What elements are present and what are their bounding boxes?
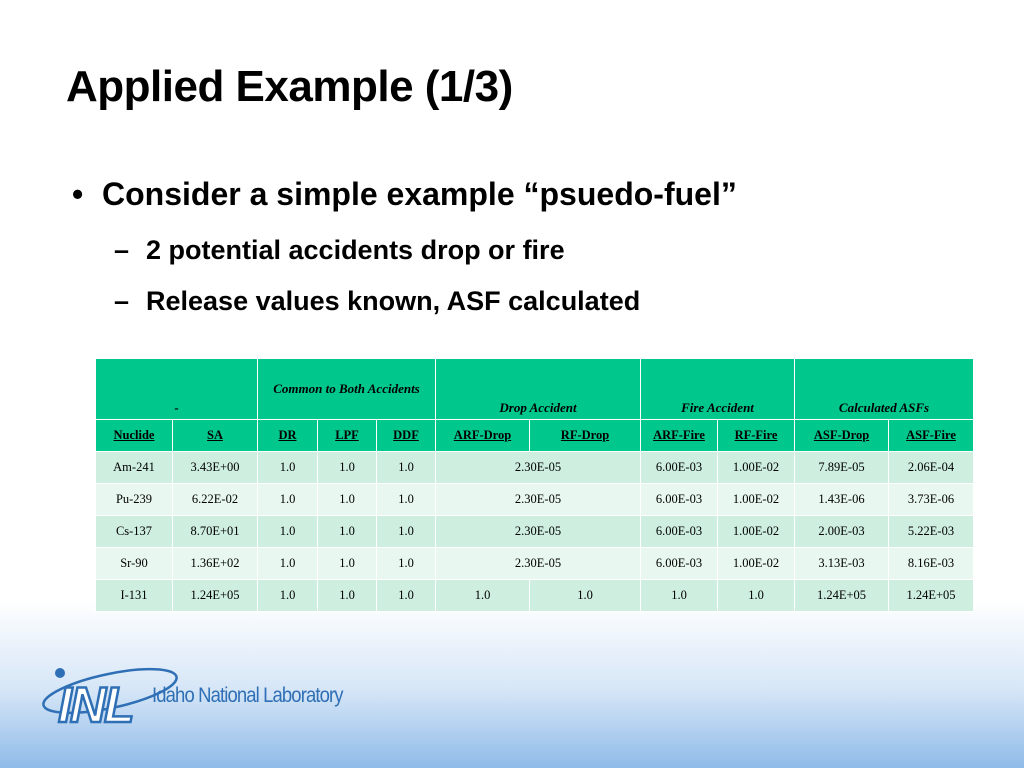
cell-drop-combined: 2.30E-05 [436, 484, 641, 516]
cell-sa: 1.24E+05 [173, 580, 258, 612]
col-header-lpf: LPF [318, 420, 377, 452]
cell-rf-fire: 1.00E-02 [718, 548, 795, 580]
cell-nuclide: Cs-137 [96, 516, 173, 548]
sub-bullet-text: 2 potential accidents drop or fire [146, 235, 565, 265]
cell-nuclide: Pu-239 [96, 484, 173, 516]
col-header-asf-drop: ASF-Drop [795, 420, 889, 452]
table-row [96, 516, 974, 548]
cell-sa: 6.22E-02 [173, 484, 258, 516]
cell-ddf: 1.0 [377, 452, 436, 484]
cell-asf-drop: 2.00E-03 [795, 516, 889, 548]
cell-drop-combined: 2.30E-05 [436, 452, 641, 484]
cell-nuclide: Sr-90 [96, 548, 173, 580]
cell-sa: 8.70E+01 [173, 516, 258, 548]
logo-text: Idaho National Laboratory [152, 684, 343, 707]
col-header-arf-fire: ARF-Fire [641, 420, 718, 452]
col-header-asf-fire: ASF-Fire [889, 420, 974, 452]
main-bullet [72, 176, 737, 213]
group-header-calc: Calculated ASFs [795, 359, 974, 420]
cell-lpf: 1.0 [318, 484, 377, 516]
cell-rf-fire: 1.0 [718, 580, 795, 612]
table-row [96, 548, 974, 580]
table-row [96, 484, 974, 516]
sub-bullet-text: Release values known, ASF calculated [146, 286, 641, 316]
cell-asf-drop: 7.89E-05 [795, 452, 889, 484]
group-header-fire: Fire Accident [641, 359, 795, 420]
sub-bullet-2 [114, 286, 640, 317]
cell-asf-fire: 1.24E+05 [889, 580, 974, 612]
cell-asf-drop: 1.24E+05 [795, 580, 889, 612]
cell-ddf: 1.0 [377, 484, 436, 516]
cell-arf-fire: 6.00E-03 [641, 548, 718, 580]
col-header-rf-drop: RF-Drop [530, 420, 641, 452]
cell-drop-combined: 2.30E-05 [436, 516, 641, 548]
cell-sa: 3.43E+00 [173, 452, 258, 484]
col-header-rf-fire: RF-Fire [718, 420, 795, 452]
cell-drop-combined: 2.30E-05 [436, 548, 641, 580]
cell-dr: 1.0 [258, 548, 318, 580]
col-header-dr: DR [258, 420, 318, 452]
col-header-sa: SA [173, 420, 258, 452]
cell-sa: 1.36E+02 [173, 548, 258, 580]
sub-bullet-1 [114, 235, 565, 266]
cell-rf-drop: 1.0 [530, 580, 641, 612]
group-header-blank: - [96, 359, 258, 420]
col-header-nuclide: Nuclide [96, 420, 173, 452]
cell-arf-fire: 6.00E-03 [641, 484, 718, 516]
col-header-arf-drop: ARF-Drop [436, 420, 530, 452]
column-header-row [96, 420, 974, 452]
cell-lpf: 1.0 [318, 452, 377, 484]
col-header-ddf: DDF [377, 420, 436, 452]
cell-asf-fire: 3.73E-06 [889, 484, 974, 516]
cell-asf-drop: 1.43E-06 [795, 484, 889, 516]
group-header-drop: Drop Accident [436, 359, 641, 420]
cell-nuclide: Am-241 [96, 452, 173, 484]
cell-dr: 1.0 [258, 452, 318, 484]
cell-dr: 1.0 [258, 516, 318, 548]
sub-bullet-marker: – [114, 286, 130, 316]
group-header-common: Common to Both Accidents [258, 359, 436, 420]
table-row [96, 452, 974, 484]
table-row [96, 580, 974, 612]
cell-asf-drop: 3.13E-03 [795, 548, 889, 580]
cell-dr: 1.0 [258, 484, 318, 516]
cell-lpf: 1.0 [318, 548, 377, 580]
cell-lpf: 1.0 [318, 580, 377, 612]
cell-rf-fire: 1.00E-02 [718, 452, 795, 484]
group-header-row [96, 359, 974, 420]
cell-arf-drop: 1.0 [436, 580, 530, 612]
cell-lpf: 1.0 [318, 516, 377, 548]
cell-arf-fire: 6.00E-03 [641, 452, 718, 484]
cell-nuclide: I-131 [96, 580, 173, 612]
sub-bullet-marker: – [114, 235, 130, 265]
cell-rf-fire: 1.00E-02 [718, 516, 795, 548]
cell-rf-fire: 1.00E-02 [718, 484, 795, 516]
cell-asf-fire: 5.22E-03 [889, 516, 974, 548]
main-bullet-text: Consider a simple example “psuedo-fuel” [102, 176, 737, 212]
cell-dr: 1.0 [258, 580, 318, 612]
logo-mark: INL [58, 677, 133, 733]
asf-table [95, 358, 974, 612]
slide-title: Applied Example (1/3) [66, 62, 513, 111]
cell-ddf: 1.0 [377, 580, 436, 612]
cell-arf-fire: 6.00E-03 [641, 516, 718, 548]
cell-asf-fire: 8.16E-03 [889, 548, 974, 580]
cell-arf-fire: 1.0 [641, 580, 718, 612]
cell-ddf: 1.0 [377, 516, 436, 548]
cell-ddf: 1.0 [377, 548, 436, 580]
bullet-marker: • [72, 176, 84, 212]
cell-asf-fire: 2.06E-04 [889, 452, 974, 484]
